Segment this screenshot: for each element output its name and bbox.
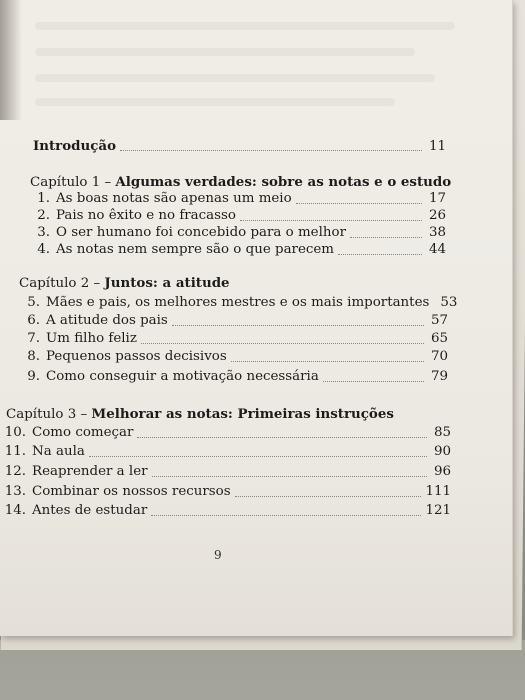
toc-entry-title: Reaprender a ler [32,464,148,479]
toc-entry-title: As notas nem sempre são o que parecem [56,242,334,257]
chapter-prefix: Capítulo 2 – [19,276,105,291]
toc-entry-number: 7. [27,331,40,346]
toc-entry-page: 90 [433,444,451,459]
toc-entry-page: 79 [430,369,448,384]
toc-entry-number: 9. [27,369,40,384]
toc-entry-number: 14. [4,503,26,518]
leader-dots [296,202,422,204]
toc-entry-number: 5. [27,295,40,310]
toc-entry [14,329,448,349]
toc-entry-page: 53 [440,295,458,310]
toc-entry-title: A atitude dos pais [46,313,168,328]
toc-entry-page: 57 [430,313,448,328]
leader-dots [137,436,427,438]
leader-dots [172,324,424,326]
toc-entry-number: 8. [27,349,40,364]
chapter-heading-3 [6,404,394,424]
leader-dots [323,380,424,382]
toc-entry-number: 1. [37,191,50,206]
toc-entry [0,482,451,502]
toc-entry-page: 121 [425,503,451,518]
leader-dots [338,253,422,255]
toc-entry [14,367,448,387]
toc-entry-title: Pais no êxito e no fracasso [56,208,236,223]
chapter-heading-2 [19,273,230,293]
toc-entry-page: 65 [430,331,448,346]
page-shadow [0,0,22,120]
toc-entry [0,462,451,482]
toc-entry [0,501,451,521]
leader-dots [231,360,424,362]
chapter-prefix: Capítulo 3 – [6,407,92,422]
leader-dots [350,236,422,238]
toc-entry-page: 26 [428,208,446,223]
toc-entry-title: Antes de estudar [32,503,148,518]
leader-dots [120,149,422,151]
toc-entry-title: Na aula [32,444,85,459]
toc-entry-number: 10. [4,425,26,440]
toc-entry-page: 38 [428,225,446,240]
leader-dots [89,455,427,457]
toc-entry-title: Como conseguir a motivação necessária [46,369,319,384]
leader-dots [151,514,421,516]
leader-dots [141,342,424,344]
toc-entry-number: 3. [37,225,50,240]
toc-entry-page: 17 [428,191,446,206]
toc-entry-number: 12. [4,464,26,479]
show-through-text [35,98,395,106]
toc-entry-page: 11 [428,139,446,154]
chapter-title: Algumas verdades: sobre as notas e o estudo [115,174,452,190]
toc-entry-page: 70 [430,349,448,364]
toc-entry-introduction [33,136,446,156]
leader-dots [152,475,427,477]
toc-entry [14,311,448,331]
toc-entry-title: Um filho feliz [46,331,137,346]
toc-entry-number: 4. [37,242,50,257]
toc-entry-title: Combinar os nossos recursos [32,484,231,499]
toc-entry-page: 85 [433,425,451,440]
toc-entry-page: 96 [433,464,451,479]
page-number: 9 [214,548,222,562]
show-through-text [35,22,455,30]
toc-entry-title: O ser humano foi concebido para o melhor [56,225,346,240]
toc-entry-number: 6. [27,313,40,328]
leader-dots [240,219,422,221]
show-through-text [35,74,435,82]
chapter-title: Melhorar as notas: Primeiras instruções [91,406,394,422]
toc-entry-title: Introdução [33,138,117,154]
toc-entry-title: Como começar [32,425,134,440]
toc-entry-page: 44 [428,242,446,257]
toc-entry-page: 111 [425,484,451,499]
leader-dots [235,495,422,497]
toc-entry [0,442,451,462]
toc-entry [0,423,451,443]
toc-entry [14,293,458,313]
toc-entry-number: 2. [37,208,50,223]
chapter-prefix: Capítulo 1 – [30,175,116,190]
toc-entry [14,347,448,367]
toc-entry-title: Mães e pais, os melhores mestres e os mais importantes [46,295,430,310]
chapter-title: Juntos: a atitude [104,275,230,291]
toc-entry [24,240,446,260]
toc-entry-title: As boas notas são apenas um meio [56,191,292,206]
show-through-text [35,48,415,56]
toc-entry-title: Pequenos passos decisivos [46,349,227,364]
toc-entry-number: 13. [4,484,26,499]
toc-entry-number: 11. [4,444,26,459]
